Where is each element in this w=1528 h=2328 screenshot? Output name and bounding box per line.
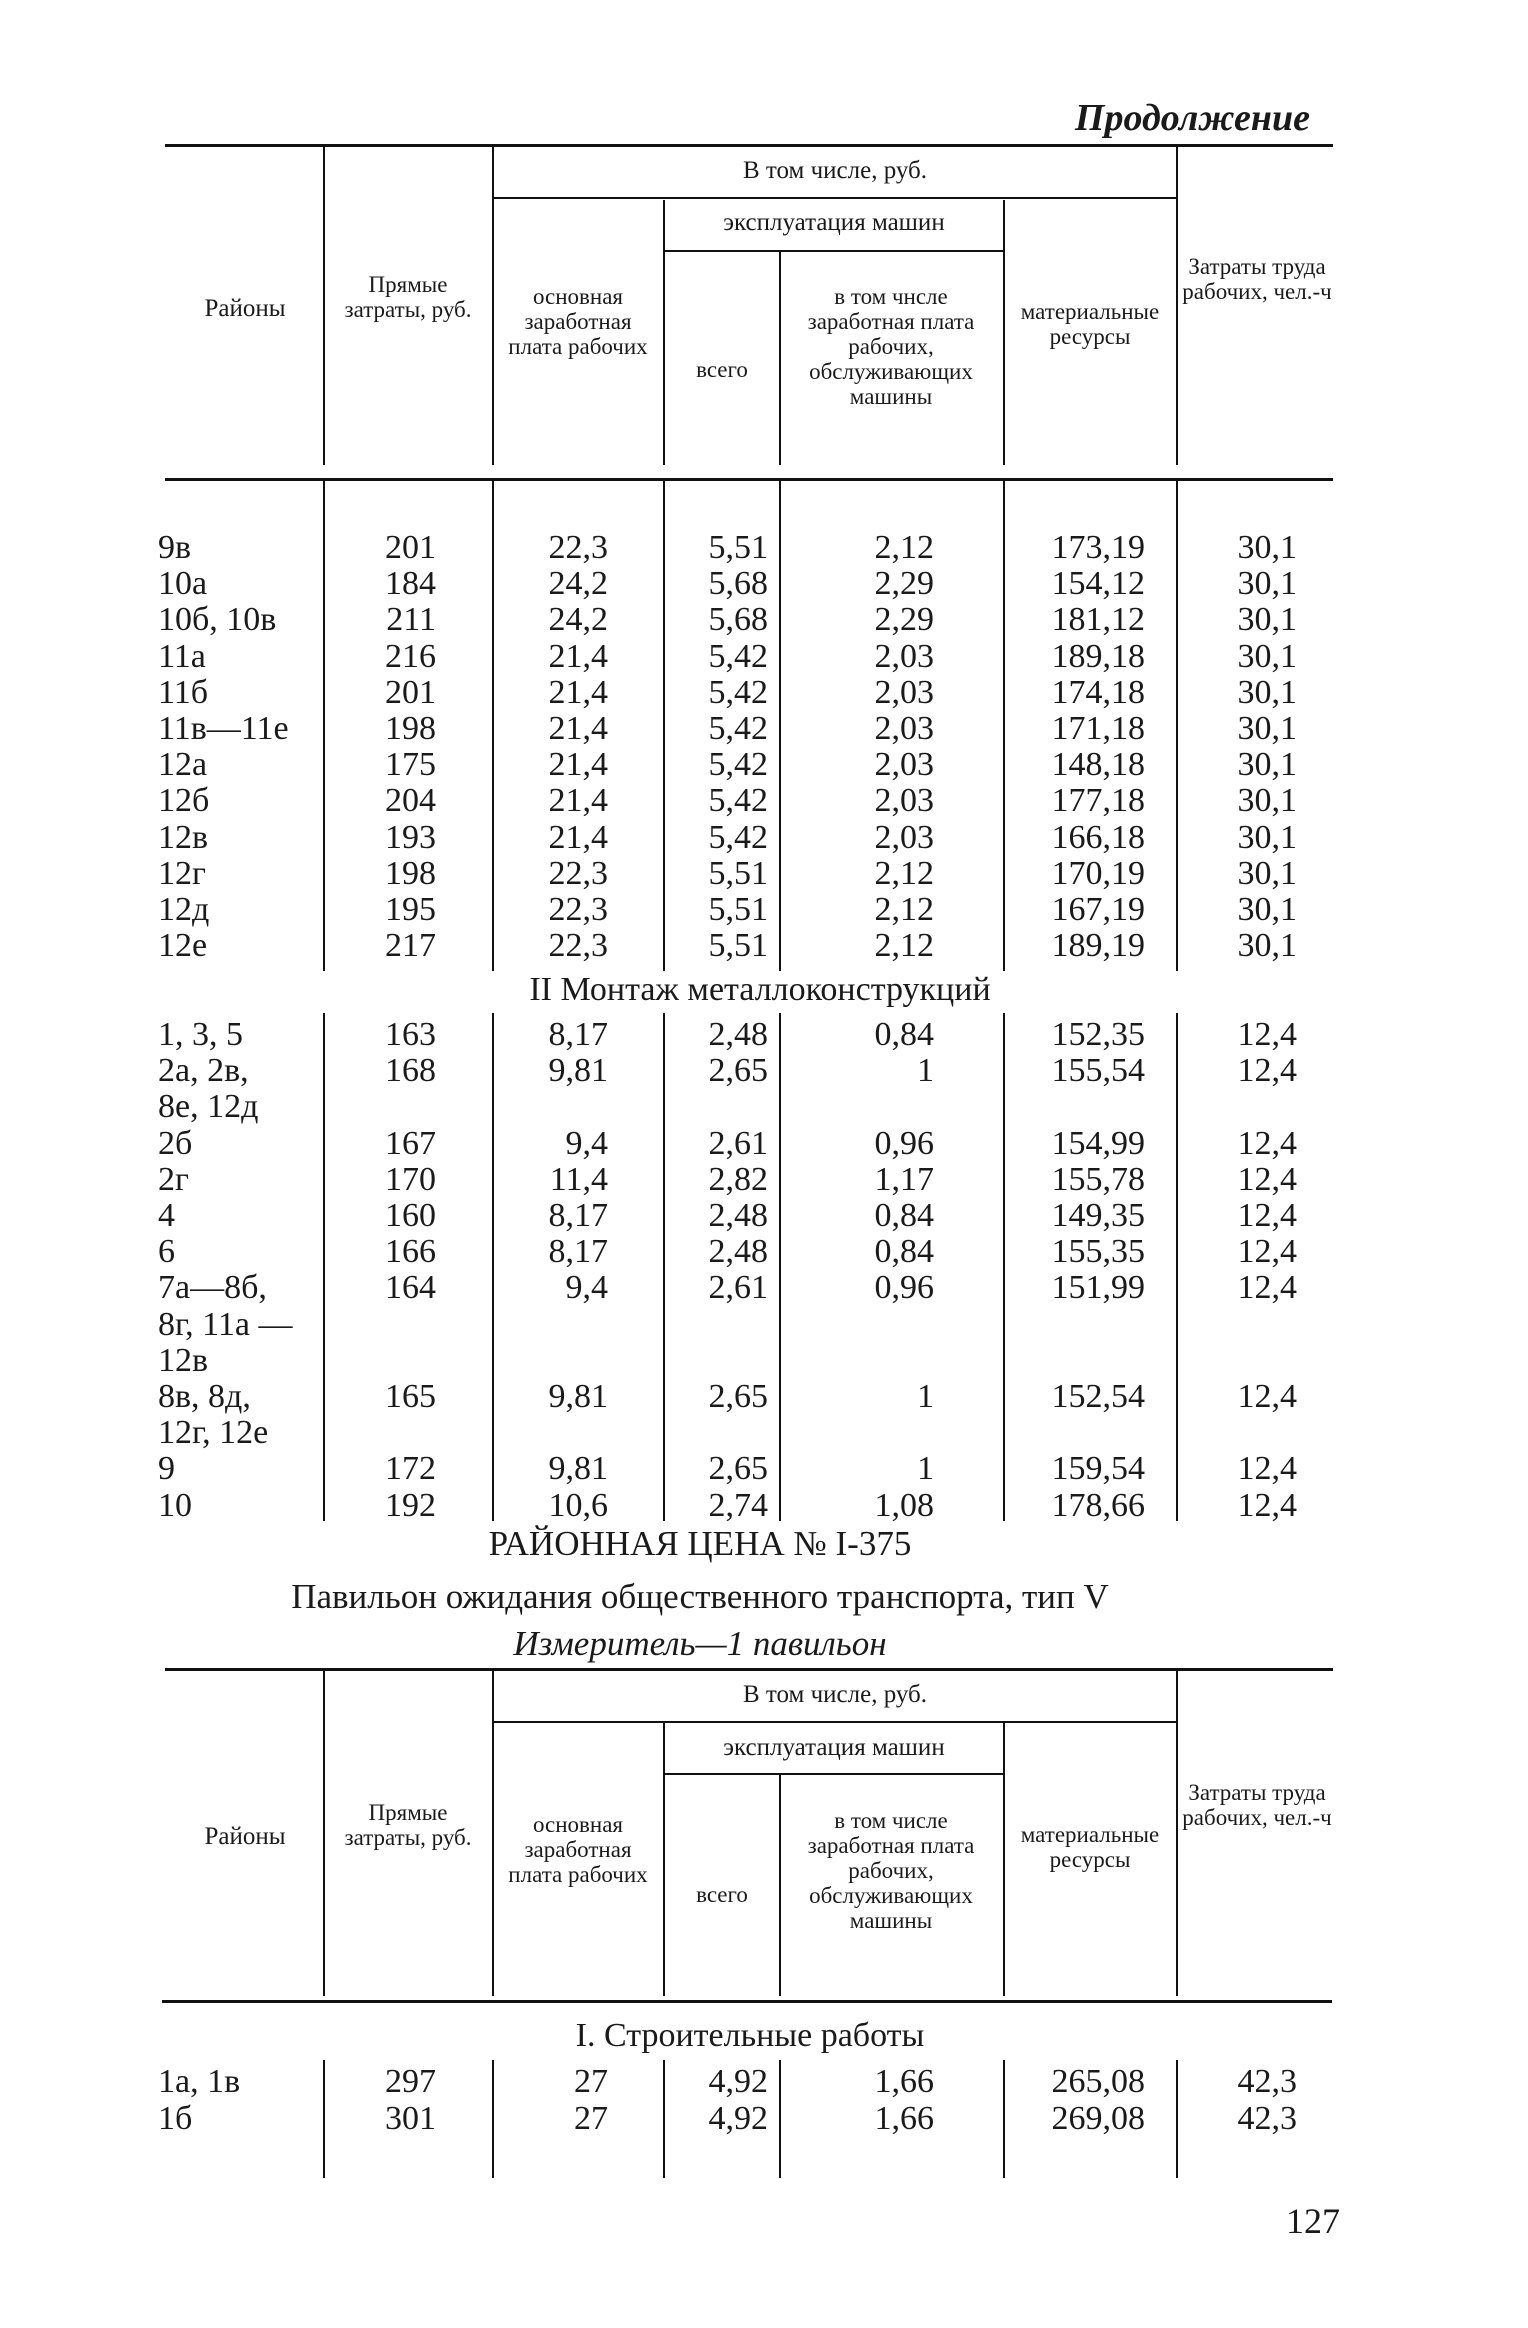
row-value: 27 [574,2100,608,2137]
row-region: 4 [158,1197,175,1234]
row-value: 30,1 [1237,891,1297,928]
row-value: 0,84 [874,1197,934,1234]
row-value: 216 [385,637,436,675]
t2-header-basic-wage: основная заработная плата рабочих [508,1812,648,1887]
row-value: 154,12 [1051,565,1145,603]
row-value: 178,66 [1051,1486,1145,1524]
row-value: 30,1 [1237,565,1297,603]
row-value: 177,18 [1051,782,1145,820]
row-value: 5,51 [708,854,768,892]
row-value: 155,35 [1051,1233,1145,1271]
row-value: 1,08 [874,1486,934,1524]
row-value: 2,82 [708,1160,768,1198]
row-value: 42,3 [1237,2063,1297,2100]
row-value: 173,19 [1051,529,1145,566]
header-materials: материальные ресурсы [1020,299,1160,349]
row-value: 12,4 [1237,1233,1297,1271]
row-region: 1б [158,2100,193,2137]
header-machine-operation: эксплуатация машин [723,209,945,236]
row-value: 171,18 [1051,710,1145,747]
row-value: 172 [385,1450,436,1488]
row-value: 184 [385,565,436,603]
row-region: 12в [158,818,209,856]
row-value: 30,1 [1237,637,1297,675]
row-value: 174,18 [1051,673,1145,711]
price-measure: Измеритель—1 павильон [513,1624,887,1663]
row-value: 2,65 [708,1378,768,1415]
row-region: 9в [158,529,192,566]
row-value: 4,92 [708,2063,768,2100]
row-region: 2б [158,1124,193,1162]
row-value: 0,96 [874,1269,934,1307]
row-value: 12,4 [1237,1450,1297,1488]
row-value: 10,6 [548,1486,608,1524]
row-value: 0,84 [874,1016,934,1053]
row-value: 12,4 [1237,1160,1297,1198]
row-value: 152,35 [1051,1016,1145,1053]
row-value: 164 [385,1269,436,1307]
row-region: 11а [158,637,206,675]
row-value: 2,29 [874,565,934,603]
row-value: 2,61 [708,1124,768,1162]
row-value: 5,68 [708,565,768,603]
row-value: 24,2 [548,565,608,603]
row-region: 12в [158,1341,209,1379]
row-value: 12,4 [1237,1016,1297,1053]
row-value: 9,81 [548,1450,608,1488]
row-value: 5,51 [708,891,768,928]
row-value: 12,4 [1237,1486,1297,1524]
row-value: 5,51 [708,529,768,566]
row-value: 9,81 [548,1378,608,1415]
row-value: 5,42 [708,746,768,784]
row-value: 1 [917,1378,934,1415]
row-value: 201 [385,529,436,566]
row-value: 2,29 [874,601,934,639]
row-value: 21,4 [548,637,608,675]
row-value: 5,42 [708,637,768,675]
row-value: 1,66 [874,2063,934,2100]
row-value: 8,17 [548,1233,608,1271]
row-value: 2,48 [708,1016,768,1053]
t2-header-incl-wage: в том числе заработная плата рабочих, обслуживающих машины [807,1808,975,1933]
header-total: всего [696,357,748,382]
row-value: 22,3 [548,529,608,566]
row-value: 30,1 [1237,927,1297,965]
row-value: 175 [385,746,436,784]
row-value: 163 [385,1016,436,1053]
continuation-label: Продолжение [1074,97,1310,139]
row-value: 165 [385,1378,436,1415]
row-value: 5,51 [708,927,768,965]
row-value: 1 [917,1052,934,1090]
row-region: 10 [158,1486,192,1524]
row-value: 2,48 [708,1197,768,1234]
row-value: 159,54 [1051,1450,1145,1488]
row-value: 21,4 [548,746,608,784]
row-value: 0,84 [874,1233,934,1271]
row-value: 9,81 [548,1052,608,1090]
row-value: 301 [385,2100,436,2137]
t2-header-including: В том числе, руб. [742,1681,928,1708]
row-value: 198 [385,854,436,892]
row-region: 6 [158,1233,175,1271]
header-including: В том числе, руб. [742,157,928,184]
row-value: 151,99 [1051,1269,1145,1307]
row-value: 149,35 [1051,1197,1145,1234]
row-value: 2,12 [874,891,934,928]
row-value: 42,3 [1237,2100,1297,2137]
row-value: 5,42 [708,673,768,711]
row-value: 22,3 [548,854,608,892]
row-region: 11б [158,673,209,711]
row-region: 2г [158,1160,189,1198]
row-region: 2а, 2в, [158,1052,249,1090]
row-value: 30,1 [1237,710,1297,747]
header-direct-costs: Прямые затраты, руб. [344,272,472,322]
row-value: 2,48 [708,1233,768,1271]
row-region: 8г, 11а — [158,1305,293,1343]
row-value: 2,03 [874,782,934,820]
row-value: 168 [385,1052,436,1090]
row-value: 30,1 [1237,854,1297,892]
row-value: 30,1 [1237,601,1297,639]
row-value: 30,1 [1237,818,1297,856]
row-value: 192 [385,1486,436,1524]
t2-header-machine-operation: эксплуатация машин [723,1734,945,1761]
row-value: 189,19 [1051,927,1145,965]
row-value: 2,12 [874,854,934,892]
row-value: 30,1 [1237,782,1297,820]
price-title: РАЙОННАЯ ЦЕНА № I-375 [488,1524,912,1563]
row-value: 24,2 [548,601,608,639]
t2-header-regions: Районы [204,1823,286,1850]
row-region: 12б [158,782,210,820]
row-region: 1, 3, 5 [158,1016,243,1053]
row-value: 1 [917,1450,934,1488]
t2-header-total: всего [696,1882,748,1907]
row-value: 9,4 [565,1124,608,1162]
row-value: 12,4 [1237,1197,1297,1234]
row-value: 170,19 [1051,854,1145,892]
row-value: 22,3 [548,891,608,928]
row-value: 11,4 [549,1160,608,1198]
row-value: 154,99 [1051,1124,1145,1162]
row-value: 297 [385,2063,436,2100]
row-value: 12,4 [1237,1378,1297,1415]
row-value: 2,61 [708,1269,768,1307]
row-region: 7а—8б, [158,1269,267,1307]
row-value: 5,68 [708,601,768,639]
row-region: 10а [158,565,208,603]
row-value: 12,4 [1237,1269,1297,1307]
row-value: 30,1 [1237,529,1297,566]
page-number: 127 [1286,2201,1340,2241]
row-value: 2,03 [874,818,934,856]
row-value: 211 [386,601,436,639]
t2-header-direct-costs: Прямые затраты, руб. [344,1800,472,1850]
row-value: 30,1 [1237,673,1297,711]
row-value: 12,4 [1237,1124,1297,1162]
row-region: 8е, 12д [158,1088,259,1126]
row-region: 9 [158,1450,175,1488]
row-value: 2,03 [874,746,934,784]
row-value: 4,92 [708,2100,768,2137]
row-value: 155,54 [1051,1052,1145,1090]
row-value: 152,54 [1051,1378,1145,1415]
row-region: 8в, 8д, [158,1378,251,1415]
row-value: 166 [385,1233,436,1271]
row-value: 27 [574,2063,608,2100]
row-value: 1,66 [874,2100,934,2137]
row-value: 201 [385,673,436,711]
row-value: 9,4 [565,1269,608,1307]
row-value: 0,96 [874,1124,934,1162]
header-basic-wage: основная заработная плата рабочих [508,284,648,359]
row-value: 189,18 [1051,637,1145,675]
row-region: 1а, 1в [158,2063,241,2100]
price-subtitle: Павильон ожидания общественного транспорта, тип V [291,1577,1109,1616]
header-incl-wage: в том чнсле заработная плата рабочих, обслуживающих машины [807,284,975,409]
row-value: 167 [385,1124,436,1162]
row-value: 167,19 [1051,891,1145,928]
header-labor: Затраты труда рабочих, чел.-ч [1182,254,1332,304]
row-value: 193 [385,818,436,856]
row-value: 5,42 [708,818,768,856]
header-regions: Районы [204,295,286,322]
row-value: 198 [385,710,436,747]
row-value: 170 [385,1160,436,1198]
row-value: 204 [385,782,436,820]
row-value: 21,4 [548,782,608,820]
row-value: 5,42 [708,782,768,820]
row-value: 2,74 [708,1486,768,1524]
row-value: 155,78 [1051,1160,1145,1198]
t2-section-1-title: I. Строительные работы [575,2017,925,2054]
row-value: 160 [385,1197,436,1234]
row-value: 12,4 [1237,1052,1297,1090]
row-region: 12г, 12е [158,1414,269,1452]
row-value: 1,17 [874,1160,934,1198]
row-region: 10б, 10в [158,601,277,639]
row-value: 217 [385,927,436,965]
row-value: 21,4 [548,673,608,711]
row-value: 265,08 [1051,2063,1145,2100]
row-value: 166,18 [1051,818,1145,856]
row-value: 148,18 [1051,746,1145,784]
row-value: 22,3 [548,927,608,965]
row-value: 8,17 [548,1016,608,1053]
row-value: 269,08 [1051,2100,1145,2137]
row-value: 2,65 [708,1450,768,1488]
row-value: 2,03 [874,673,934,711]
t2-header-materials: материальные ресурсы [1020,1822,1160,1872]
row-region: 12д [158,891,210,928]
row-region: 12а [158,746,208,784]
row-value: 2,03 [874,637,934,675]
row-value: 21,4 [548,818,608,856]
row-value: 2,65 [708,1052,768,1090]
t2-header-labor: Затраты труда рабочих, чел.-ч [1182,1780,1332,1830]
row-value: 30,1 [1237,746,1297,784]
row-value: 195 [385,891,436,928]
row-region: 12г [158,854,206,892]
row-value: 2,12 [874,927,934,965]
row-region: 11в—11е [158,710,289,747]
row-value: 181,12 [1051,601,1145,639]
section-2-title: II Монтаж металлоконструкций [529,971,991,1008]
row-value: 8,17 [548,1197,608,1234]
row-region: 12е [158,927,208,965]
row-value: 2,03 [874,710,934,747]
row-value: 21,4 [548,710,608,747]
row-value: 2,12 [874,529,934,566]
row-value: 5,42 [708,710,768,747]
